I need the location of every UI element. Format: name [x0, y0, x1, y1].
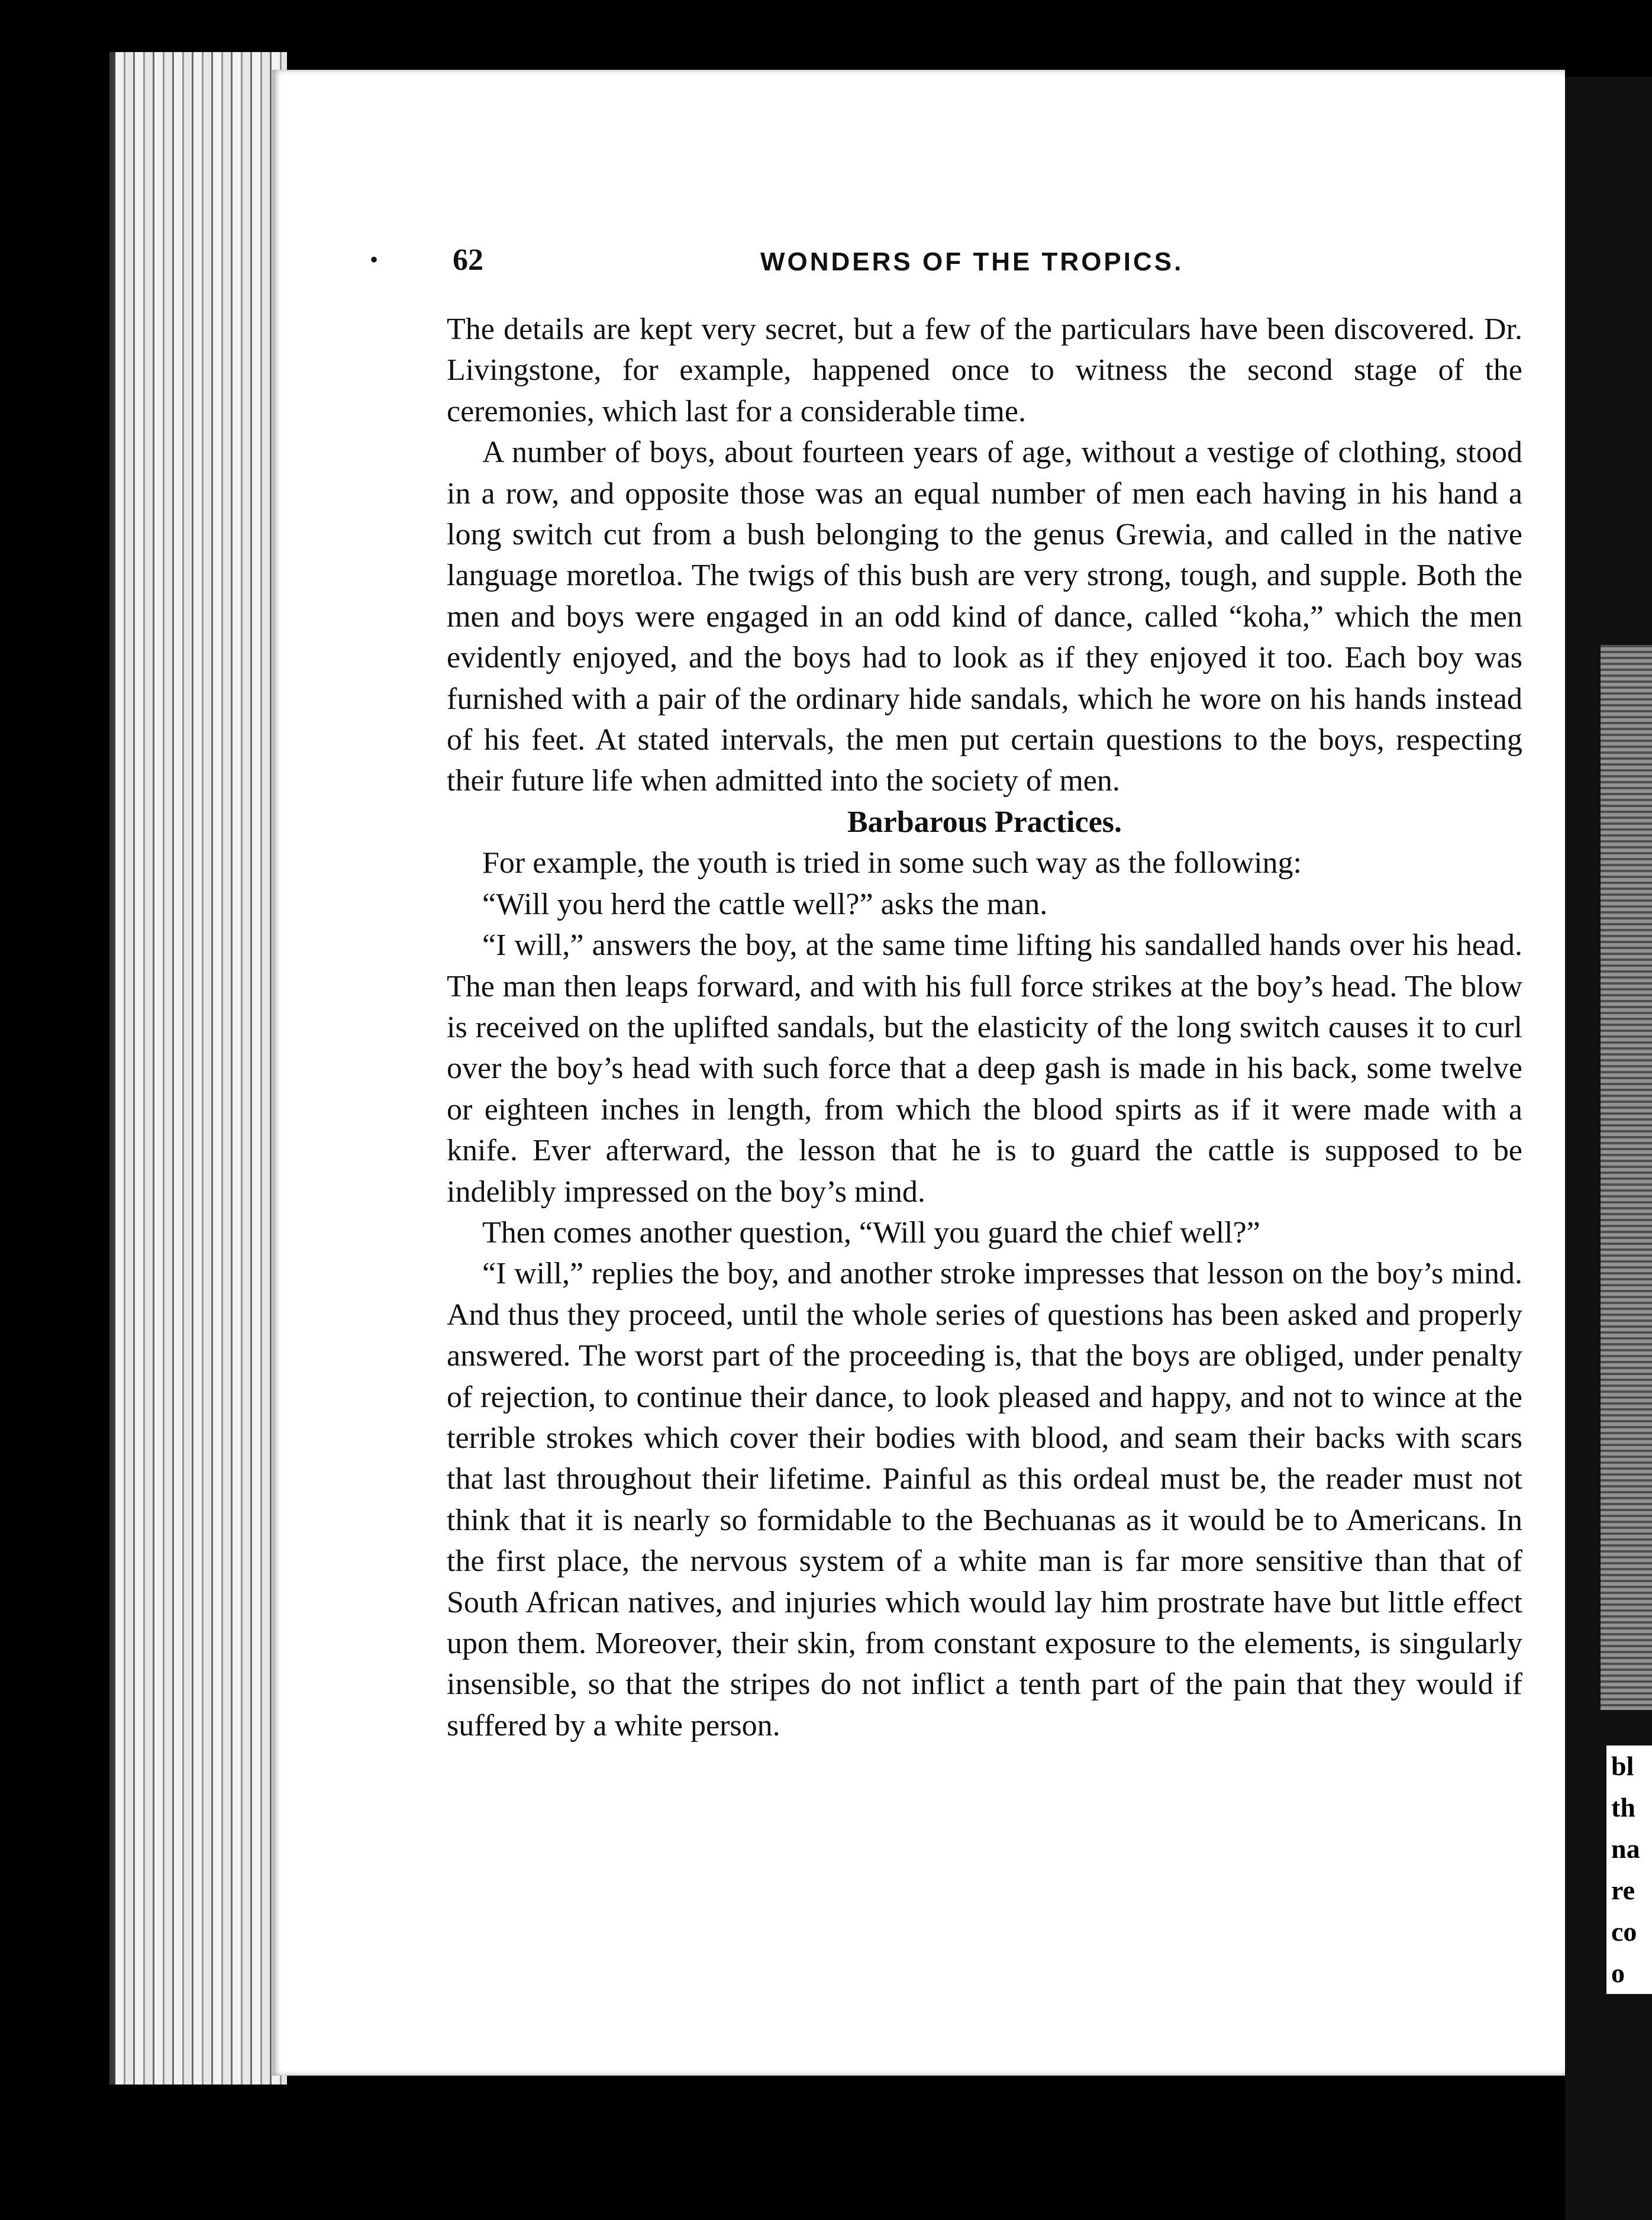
- fragment: o: [1611, 1958, 1625, 1988]
- running-title: WONDERS OF THE TROPICS.: [760, 247, 1184, 276]
- paragraph: A number of boys, about fourteen years of age, without a vestige of clothing, stood in a row, and opposite those was an equal number of men each having in his hand a long switch cut from a bush belonging to the genus Grewia, and called in the native language moretloa. The twigs of this bush are very strong, tough, and supple. Both the men and boys were engaged in an odd kind of dance, called “koha,” which the men evidently enjoyed, and the boys had to look as if they enjoyed it too. Each boy was furnished with a pair of the ordinary hide sandals, which he wore on his hands instead of his feet. At stated intervals, the men put certain questions to the boys, respecting their future life when admitted into the society of men.: [447, 435, 1522, 798]
- fragment: re: [1611, 1875, 1635, 1905]
- running-head: [453, 243, 1509, 284]
- page-edges: [109, 52, 287, 2085]
- paragraph: “Will you herd the cattle well?” asks the man.: [482, 887, 1048, 921]
- paragraph: Then comes another question, “Will you guard the chief well?”: [482, 1215, 1260, 1250]
- section-heading: Barbarous Practices.: [847, 805, 1122, 839]
- paragraph: For example, the youth is tried in some such way as the following:: [482, 846, 1302, 880]
- fragment: na: [1611, 1834, 1640, 1864]
- margin-dot: •: [370, 246, 379, 273]
- adjacent-page-strip: [1601, 645, 1652, 1710]
- paragraph: “I will,” replies the boy, and another stroke impresses that lesson on the boy’s mind. And thus they proceed, until the whole series of questions has been asked and properly answered. The worst part of the proceeding is, that the boys are obliged, under penalty of rejection, to continue their dance, to look pleased and happy, and not to wince at the terrible strokes which cover their bodies with blood, and seam their backs with scars that last throughout their lifetime. Painful as this ordeal must be, the reader must not think that it is nearly so formidable to the Bechuanas as it would be to Americans. In the first place, the nervous system of a white man is far more sensitive than that of South African natives, and injuries which would lay him prostrate have but little effect upon them. Moreover, their skin, from constant exposure to the elements, is singularly insensible, so that the stripes do not inflict a tenth part of the pain that they would if suffered by a white person.: [447, 1257, 1522, 1743]
- fragment: th: [1611, 1792, 1635, 1822]
- adjacent-page-edge: [1565, 77, 1652, 2220]
- paragraph: The details are kept very secret, but a few of the particulars have been discovered. Dr. Livingstone, for example, happened once to witness the second stage of the ceremonies, which last for a considerable time.: [447, 312, 1522, 428]
- page-number: 62: [453, 243, 483, 277]
- adjacent-page-fragments: [1606, 1745, 1652, 1994]
- fragment: bl: [1611, 1751, 1634, 1781]
- fragment: co: [1611, 1916, 1637, 1947]
- paragraph: “I will,” answers the boy, at the same time lifting his sandalled hands over his head. The man then leaps forward, and with his full force strikes at the boy’s head. The blow is received on the uplifted sandals, but the elasticity of the long switch causes it to curl over the boy’s head with such force that a deep gash is made in his back, some twelve or eighteen inches in length, from which the blood spirts as if it were made with a knife. Ever afterward, the lesson that he is to guard the cattle is supposed to be indelibly impressed on the boy’s mind.: [447, 928, 1522, 1209]
- body-text: [447, 309, 1522, 1746]
